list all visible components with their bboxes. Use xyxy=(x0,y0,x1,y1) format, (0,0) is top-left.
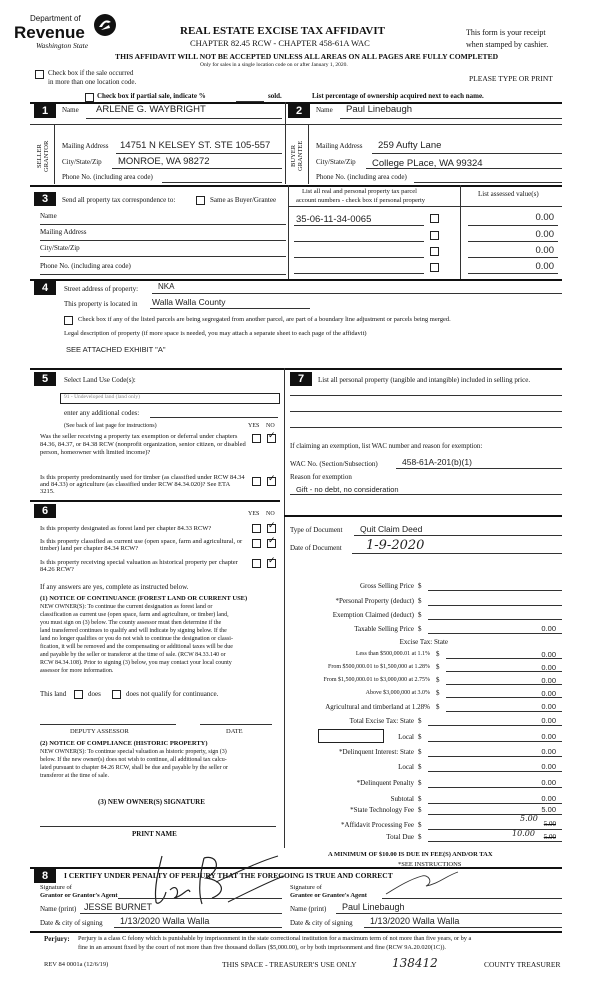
seller-mailing-value[interactable]: 14751 N KELSEY ST. STE 105-557 xyxy=(120,140,271,151)
tax-row-delinquent-local-value[interactable]: 0.00 xyxy=(541,762,556,771)
land-use-value: 91 - Undeveloped land (land only) xyxy=(64,394,140,400)
notice-2-line-1: NEW OWNER(S): To continue special valuation as historic property, sign (3) xyxy=(40,749,227,755)
form-subtitle: CHAPTER 82.45 RCW - CHAPTER 458-61A WAC xyxy=(190,38,370,48)
seller-mailing-label: Mailing Address xyxy=(62,142,109,150)
tax-row-total-excise-label: Total Excise Tax: State xyxy=(349,717,414,725)
section-7-number: 7 xyxy=(290,372,312,386)
certify-statement: I CERTIFY UNDER PENALTY OF PERJURY THAT THE FOREGOING IS TRUE AND CORRECT xyxy=(64,871,393,880)
washington-state-label: Washington State xyxy=(36,41,89,50)
section-2-number: 2 xyxy=(288,104,310,118)
document-date-value[interactable]: 1-9-2020 xyxy=(366,538,425,553)
grantee-date-city-value[interactable]: 1/13/2020 Walla Walla xyxy=(370,916,460,926)
notice-1-line-8: RCW 84.34.108). Prior to signing (3) below, you may contact your local county xyxy=(40,660,232,666)
parcel-3-personal-checkbox[interactable] xyxy=(430,247,439,256)
tax-row-delinquent-state-label: *Delinquent Interest: State xyxy=(338,748,414,756)
land-does-not-checkbox[interactable] xyxy=(112,690,121,699)
buyer-side-label: BUYER GRANTEE xyxy=(290,140,304,172)
receipt-note-2: when stamped by cashier. xyxy=(466,40,549,49)
tax-row-bracket2-dollar: $ xyxy=(436,663,440,671)
notice-1-line-4: land transferred continues to qualify and will indicate by signing below. If the xyxy=(40,628,227,634)
send-correspondence-label: Send all property tax correspondence to: xyxy=(62,196,176,204)
tax-row-taxable-dollar: $ xyxy=(418,625,422,633)
sec6-no-label: NO xyxy=(266,511,275,517)
land-use-label: Select Land Use Code(s): xyxy=(64,376,136,384)
buyer-name-label: Name xyxy=(316,106,333,114)
notice-1-line-7: and payable by the seller or transferor at the time of sale. (RCW 84.33.140 or xyxy=(40,652,226,658)
grantor-name-label: Name (print) xyxy=(40,905,77,913)
tax-row-penalty-value[interactable]: 0.00 xyxy=(541,778,556,787)
sec5-question-1: Was the seller receiving a property tax exemption or deferral under chapters 84.36, 84.37, or 84.38 RCW (nonprofit organization, senior citizen, or disabled person, homeowner with limited income)? xyxy=(40,433,246,456)
grantor-signature-label-2: Grantor or Grantor's Agent xyxy=(40,892,118,899)
form-number: REV 84 0001a (12/6/19) xyxy=(44,961,109,968)
section-1-number: 1 xyxy=(34,104,56,118)
land-does-label: does xyxy=(88,690,101,698)
notice-1-line-3: you must sign on (3) below. The county assessor must then determine if the xyxy=(40,620,222,626)
county-treasurer-label: COUNTY TREASURER xyxy=(484,960,561,969)
sec5-yes-label: YES xyxy=(248,423,260,429)
tax-row-taxable-value[interactable]: 0.00 xyxy=(541,624,556,633)
seller-name-value[interactable]: ARLENE G. WAYBRIGHT xyxy=(96,104,206,115)
buyer-name-value[interactable]: Paul Linebaugh xyxy=(346,104,413,115)
processing-fee-handwritten: 5.00 xyxy=(520,814,538,823)
tax-row-total-due-value[interactable]: 5.00 xyxy=(543,833,556,841)
land-does-checkbox[interactable] xyxy=(74,690,83,699)
partial-sale-label: Check box if partial sale, indicate % xyxy=(97,92,206,100)
grantee-signature-label-1: Signature of xyxy=(290,884,322,891)
tax-row-exemption-dollar: $ xyxy=(418,611,422,619)
legal-description-label: Legal description of property (if more space is needed, you may attach a separate sheet to each page of the affidavit) xyxy=(64,330,367,337)
parcel-header-1: List all real and personal property tax parcel xyxy=(302,188,417,195)
tax-row-processing-fee-value[interactable]: 5.00 xyxy=(543,820,556,828)
street-address-label: Street address of property: xyxy=(64,285,139,293)
tax-row-penalty-label: *Delinquent Penalty xyxy=(356,779,414,787)
grantee-signature-image xyxy=(382,868,462,898)
parcel-3-value[interactable]: 0.00 xyxy=(535,245,554,256)
buyer-mailing-label: Mailing Address xyxy=(316,142,363,150)
wac-number-label: WAC No. (Section/Subsection) xyxy=(290,460,378,468)
tax-row-local-dollar: $ xyxy=(418,733,422,741)
partial-sold-label: sold. xyxy=(268,92,282,100)
perjury-text-2: fine in an amount fixed by the court of not more than five thousand dollars ($5,000.00), or by both imprisonment and fine (RCW 9A.20.020(1C)). xyxy=(78,944,447,951)
section-5-number: 5 xyxy=(34,372,56,386)
tax-row-agricultural-value[interactable]: 0.00 xyxy=(541,702,556,711)
tax-row-total-excise-dollar: $ xyxy=(418,717,422,725)
grantee-date-city-label: Date & city of signing xyxy=(290,919,353,927)
tax-row-personal-label: *Personal Property (deduct) xyxy=(335,597,414,605)
treasurer-space-label: THIS SPACE - TREASURER'S USE ONLY xyxy=(222,960,357,969)
tax-row-total-due-dollar: $ xyxy=(418,833,422,841)
sec5-q2-yes[interactable] xyxy=(252,477,261,486)
sec5-question-2: Is this property predominantly used for timber (as classified under RCW 84.34 and 84.33) or agriculture (as classified under RCW 84.34.020)? See ETA 3215. xyxy=(40,474,245,495)
tax-row-subtotal-value[interactable]: 0.00 xyxy=(541,794,556,803)
tax-row-processing-fee-dollar: $ xyxy=(418,821,422,829)
notice-3-title: (3) NEW OWNER(S) SIGNATURE xyxy=(98,798,205,806)
document-date-label: Date of Document xyxy=(290,544,342,552)
type-or-print: PLEASE TYPE OR PRINT xyxy=(469,74,553,83)
same-as-buyer-label: Same as Buyer/Grantee xyxy=(210,196,277,204)
buyer-mailing-value[interactable]: 259 Aufty Lane xyxy=(378,140,442,151)
tax-row-taxable-label: Taxable Selling Price xyxy=(354,625,414,633)
correspondence-csz-label: City/State/Zip xyxy=(40,244,80,252)
this-land-label: This land xyxy=(40,690,67,698)
notice-1-line-2: classification as current use (open space, farm and agriculture, or timber) land, xyxy=(40,612,229,618)
single-location-note: Only for sales in a single location code on or after January 1, 2020. xyxy=(200,62,348,68)
exemption-label: If claiming an exemption, list WAC number and reason for exemption: xyxy=(290,443,483,450)
tax-row-local-label: Local xyxy=(398,733,414,741)
document-type-label: Type of Document xyxy=(290,526,343,534)
sec6-question-2: Is this property classified as current use (open space, farm and agricultural, or timber) land per chapter 84.34 RCW? xyxy=(40,538,243,552)
segregated-label: Check box if any of the listed parcels are being segregated from another parcel, are part of a boundary line adjustment or parcels being merged. xyxy=(78,316,451,323)
grantor-date-city-label: Date & city of signing xyxy=(40,919,103,927)
seller-phone-label: Phone No. (including area code) xyxy=(62,173,153,181)
parcel-1-value[interactable]: 0.00 xyxy=(535,212,554,223)
buyer-phone-label: Phone No. (including area code) xyxy=(316,173,407,181)
dept-of-label: Department of xyxy=(30,14,81,23)
tax-row-penalty-dollar: $ xyxy=(418,779,422,787)
reason-exemption-value[interactable]: Gift - no debt, no consideration xyxy=(296,485,399,494)
document-type-value[interactable]: Quit Claim Deed xyxy=(360,524,423,534)
partial-sale-checkbox[interactable] xyxy=(85,93,94,102)
tax-row-delinquent-local-dollar: $ xyxy=(418,763,422,771)
tax-row-bracket4-label: Above $3,000,000 at 3.0% xyxy=(365,690,430,696)
multi-location-label-2: in more than one location code. xyxy=(48,78,137,86)
sec6-q1-yes[interactable] xyxy=(252,524,261,533)
land-does-not-label: does not qualify for continuance. xyxy=(126,690,219,698)
notice-2-line-4: transferor at the time of sale. xyxy=(40,773,109,779)
tax-row-delinquent-state-dollar: $ xyxy=(418,748,422,756)
tax-row-agricultural-label: Agricultural and timberland at 1.28% xyxy=(325,703,430,711)
street-address-value[interactable]: NKA xyxy=(158,282,175,291)
section-3-number: 3 xyxy=(34,192,56,206)
sec5-q2-no[interactable] xyxy=(267,477,276,486)
tax-row-agricultural-dollar: $ xyxy=(436,703,440,711)
correspondence-name-label: Name xyxy=(40,212,57,220)
see-back-note: (See back of last page for instructions) xyxy=(64,423,157,429)
local-rate-box[interactable] xyxy=(318,729,384,743)
form-title: REAL ESTATE EXCISE TAX AFFIDAVIT xyxy=(180,25,385,37)
notice-1-title: (1) NOTICE OF CONTINUANCE (FOREST LAND OR CURRENT USE) xyxy=(40,595,248,602)
tax-row-tech-fee-label: *State Technology Fee xyxy=(350,806,414,814)
parcel-2-personal-checkbox[interactable] xyxy=(430,231,439,240)
notice-1-line-9: assessor for more information. xyxy=(40,668,114,674)
tax-row-tech-fee-dollar: $ xyxy=(418,806,422,814)
tax-row-bracket1-dollar: $ xyxy=(436,650,440,658)
sec5-q1-yes[interactable] xyxy=(252,434,261,443)
located-in-value[interactable]: Walla Walla County xyxy=(152,297,226,307)
tax-row-bracket1-label: Less than $500,000.01 at 1.1% xyxy=(355,651,430,657)
ownership-note: List percentage of ownership acquired next to each name. xyxy=(312,92,484,100)
parcel-4-value[interactable]: 0.00 xyxy=(535,261,554,272)
correspondence-phone-label: Phone No. (including area code) xyxy=(40,262,131,270)
tax-row-delinquent-local-label: Local xyxy=(398,763,414,771)
assessed-value-header: List assessed value(s) xyxy=(478,190,539,198)
print-name-label: PRINT NAME xyxy=(132,830,177,838)
receipt-note-1: This form is your receipt xyxy=(466,28,546,37)
buyer-csz-label: City/State/Zip xyxy=(316,158,356,166)
same-as-buyer-checkbox[interactable] xyxy=(196,196,205,205)
grantee-name-label: Name (print) xyxy=(290,905,327,913)
tax-row-bracket4-value[interactable]: 0.00 xyxy=(541,689,556,698)
buyer-csz-value[interactable]: College PLace, WA 99324 xyxy=(372,158,483,169)
section-6-number: 6 xyxy=(34,504,56,518)
tax-row-bracket2-label: From $500,000.01 to $1,500,000 at 1.28% xyxy=(328,664,430,670)
section-8-number: 8 xyxy=(34,869,56,883)
tax-row-subtotal-dollar: $ xyxy=(418,795,422,803)
sec5-q1-no[interactable] xyxy=(267,434,276,443)
tax-row-bracket3-label: From $1,500,000.01 to $3,000,000 at 2.75% xyxy=(323,677,430,683)
additional-codes-label: enter any additional codes: xyxy=(64,409,140,417)
personal-property-label: List all personal property (tangible and intangible) included in selling price. xyxy=(318,376,531,384)
notice-1-line-6: fication, it will be removed and the compensating or additional taxes will be due xyxy=(40,644,233,650)
deputy-assessor-label: DEPUTY ASSESSOR xyxy=(70,728,129,735)
parcel-number-1[interactable]: 35-06-11-34-0065 xyxy=(296,214,372,225)
tax-row-total-excise-value[interactable]: 0.00 xyxy=(541,716,556,725)
sec6-q1-no[interactable] xyxy=(267,524,276,533)
sec6-q3-no[interactable] xyxy=(267,559,276,568)
tax-row-delinquent-state-value[interactable]: 0.00 xyxy=(541,747,556,756)
tax-row-bracket3-value[interactable]: 0.00 xyxy=(541,676,556,685)
tax-row-bracket1-value[interactable]: 0.00 xyxy=(541,650,556,659)
sec6-q3-yes[interactable] xyxy=(252,559,261,568)
segregated-checkbox[interactable] xyxy=(64,316,73,325)
revenue-logo-text: Revenue xyxy=(14,23,85,42)
notice-2-title: (2) NOTICE OF COMPLIANCE (HISTORIC PROPERTY) xyxy=(40,740,208,747)
deputy-date-label: DATE xyxy=(226,728,243,735)
minimum-due-note: A MINIMUM OF $10.00 IS DUE IN FEE(S) AND/OR TAX xyxy=(328,851,493,858)
sec6-question-1: Is this property designated as forest land per chapter 84.33 RCW? xyxy=(40,525,212,532)
tax-row-tech-fee-value[interactable]: 5.00 xyxy=(541,805,556,814)
notice-2-line-3: lated pursuant to chapter 84.26 RCW, shall be due and payable by the seller or xyxy=(40,765,229,771)
if-yes-instruction: If any answers are yes, complete as instructed below. xyxy=(40,583,189,591)
tax-row-bracket4-dollar: $ xyxy=(436,689,440,697)
located-in-label: This property is located in xyxy=(64,300,138,308)
tax-row-personal-dollar: $ xyxy=(418,597,422,605)
tax-row-local-value[interactable]: 0.00 xyxy=(541,732,556,741)
tax-row-processing-fee-label: *Affidavit Processing Fee xyxy=(341,821,414,829)
seller-name-label: Name xyxy=(62,106,79,114)
sec6-q2-no[interactable] xyxy=(267,539,276,548)
total-due-handwritten: 10.00 xyxy=(512,829,535,838)
notice-1-line-1: NEW OWNER(S): To continue the current designation as forest land or xyxy=(40,604,213,610)
tax-row-total-due-label: Total Due xyxy=(386,833,414,841)
correspondence-mailing-label: Mailing Address xyxy=(40,228,87,236)
parcel-2-value[interactable]: 0.00 xyxy=(535,229,554,240)
seller-side-label: SELLER GRANTOR xyxy=(36,140,50,172)
seller-csz-label: City/State/Zip xyxy=(62,158,102,166)
seller-csz-value[interactable]: MONROE, WA 98272 xyxy=(118,156,210,167)
parcel-header-2: account numbers - check box if personal property xyxy=(296,197,426,204)
section-4-number: 4 xyxy=(34,281,56,295)
sec6-question-3: Is this property receiving special valuation as historical property per chapter 84.26 RCW? xyxy=(40,559,238,573)
grantee-name-value[interactable]: Paul Linebaugh xyxy=(342,902,405,912)
sec5-no-label: NO xyxy=(266,423,275,429)
notice-1-line-5: land no longer qualifies or you do not wish to continue the designation or classi- xyxy=(40,636,233,642)
grantor-date-city-value[interactable]: 1/13/2020 Walla Walla xyxy=(120,916,210,926)
grantee-signature-label-2: Grantee or Grantee's Agent xyxy=(290,892,367,899)
legal-description-value[interactable]: SEE ATTACHED EXHIBIT "A" xyxy=(66,345,166,354)
perjury-label: Perjury: xyxy=(44,935,70,943)
notice-2-line-2: below. If the new owner(s) does not wish to continue, all additional tax calcu- xyxy=(40,757,227,763)
wac-number-value[interactable]: 458-61A-201(b)(1) xyxy=(402,457,472,467)
tax-row-subtotal-label: Subtotal xyxy=(390,795,414,803)
sec6-q2-yes[interactable] xyxy=(252,539,261,548)
tax-row-exemption-label: Exemption Claimed (deduct) xyxy=(332,611,414,619)
grantor-name-value[interactable]: JESSE BURNET xyxy=(84,902,153,912)
see-instructions-note: *SEE INSTRUCTIONS xyxy=(398,861,462,868)
treasurer-stamp-number: 138412 xyxy=(392,956,438,970)
multi-location-label-1: Check box if the sale occurred xyxy=(48,69,134,77)
warning-banner: THIS AFFIDAVIT WILL NOT BE ACCEPTED UNLESS ALL AREAS ON ALL PAGES ARE FULLY COMPLETED xyxy=(115,52,499,61)
tax-row-gross-dollar: $ xyxy=(418,582,422,590)
tax-row-excise-state-label: Excise Tax: State xyxy=(399,638,448,646)
reason-exemption-label: Reason for exemption xyxy=(290,473,352,481)
perjury-text-1: Perjury is a class C felony which is punishable by imprisonment in the state correctional institution for a maximum term of not more than five years, or by a xyxy=(78,935,472,942)
tax-row-bracket2-value[interactable]: 0.00 xyxy=(541,663,556,672)
multi-location-checkbox[interactable] xyxy=(35,70,44,79)
sec6-yes-label: YES xyxy=(248,511,260,517)
grantor-signature-label-1: Signature of xyxy=(40,884,72,891)
parcel-4-personal-checkbox[interactable] xyxy=(430,263,439,272)
tax-row-gross-label: Gross Selling Price xyxy=(359,582,414,590)
parcel-1-personal-checkbox[interactable] xyxy=(430,214,439,223)
tax-row-bracket3-dollar: $ xyxy=(436,676,440,684)
revenue-logo-icon xyxy=(93,13,117,37)
